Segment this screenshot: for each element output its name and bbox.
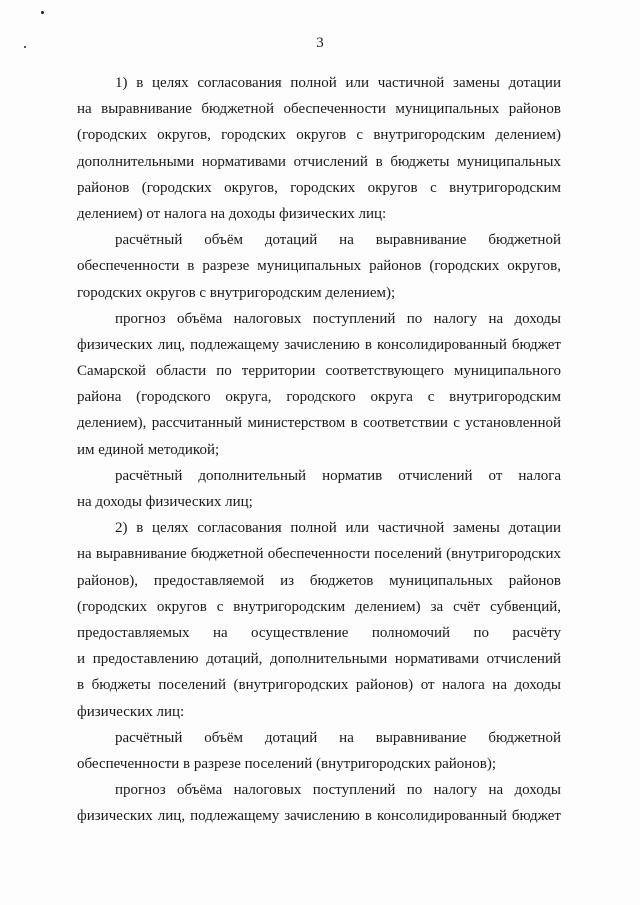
text-line: дополнительными нормативами отчислений в бюджеты муниципальных bbox=[77, 153, 561, 170]
text-line: прогноз объёма налоговых поступлений по налогу на доходы bbox=[115, 310, 561, 327]
scan-speck bbox=[41, 11, 44, 14]
text-line: на выравнивание бюджетной обеспеченности муниципальных районов bbox=[77, 101, 561, 118]
text-line: на выравнивание бюджетной обеспеченности поселений (внутригородских bbox=[77, 546, 561, 563]
text-line: (городских округов с внутригородским делением) за счёт субвенций, bbox=[77, 598, 561, 615]
text-line: расчётный дополнительный норматив отчислений от налога bbox=[115, 467, 561, 484]
text-line: предоставляемых на осуществление полномочий по расчёту bbox=[77, 624, 561, 641]
text-line: делением), рассчитанный министерством в соответствии с установленной bbox=[77, 415, 561, 432]
paragraph bbox=[77, 515, 561, 725]
text-line: района (городского округа, городского округа с внутригородским bbox=[77, 389, 561, 406]
text-line: и предоставлению дотаций, дополнительными нормативами отчислений bbox=[77, 651, 561, 668]
document-body bbox=[77, 70, 561, 829]
text-line: обеспеченности в разрезе поселений (внутригородских районов); bbox=[77, 755, 497, 772]
text-line: 2) в целях согласования полной или частичной замены дотации bbox=[115, 520, 561, 537]
paragraph bbox=[77, 725, 561, 777]
text-line: физических лиц: bbox=[77, 703, 185, 720]
text-line: расчётный объём дотаций на выравнивание бюджетной bbox=[115, 232, 561, 249]
paragraph bbox=[77, 306, 561, 463]
text-line: 1) в целях согласования полной или частичной замены дотации bbox=[115, 75, 561, 91]
text-line: им единой методикой; bbox=[77, 441, 220, 458]
text-line: физических лиц, подлежащему зачислению в консолидированный бюджет bbox=[77, 336, 561, 353]
text-line: физических лиц, подлежащему зачислению в консолидированный бюджет bbox=[77, 808, 561, 825]
text-line: городских округов с внутригородским делением); bbox=[77, 284, 396, 301]
text-line: делением) от налога на доходы физических лиц: bbox=[77, 205, 387, 222]
page-number: 3 bbox=[316, 35, 324, 51]
text-line: прогноз объёма налоговых поступлений по налогу на доходы bbox=[115, 782, 561, 799]
paragraph bbox=[77, 70, 561, 227]
text-line: обеспеченности в разрезе муниципальных районов (городских округов, bbox=[77, 258, 561, 275]
text-line: районов), предоставляемой из бюджетов муниципальных районов bbox=[77, 572, 561, 589]
text-line: на доходы физических лиц; bbox=[77, 494, 253, 510]
text-line: в бюджеты поселений (внутригородских районов) от налога на доходы bbox=[77, 677, 561, 694]
paragraph bbox=[77, 463, 561, 515]
text-line: расчётный объём дотаций на выравнивание бюджетной bbox=[115, 729, 561, 746]
paragraph bbox=[77, 777, 561, 829]
text-line: (городских округов, городских округов с внутригородским делением) bbox=[77, 127, 561, 144]
text-line: районов (городских округов, городских округов с внутригородским bbox=[77, 179, 561, 196]
paragraph bbox=[77, 227, 561, 306]
text-line: Самарской области по территории соответствующего муниципального bbox=[77, 363, 561, 380]
